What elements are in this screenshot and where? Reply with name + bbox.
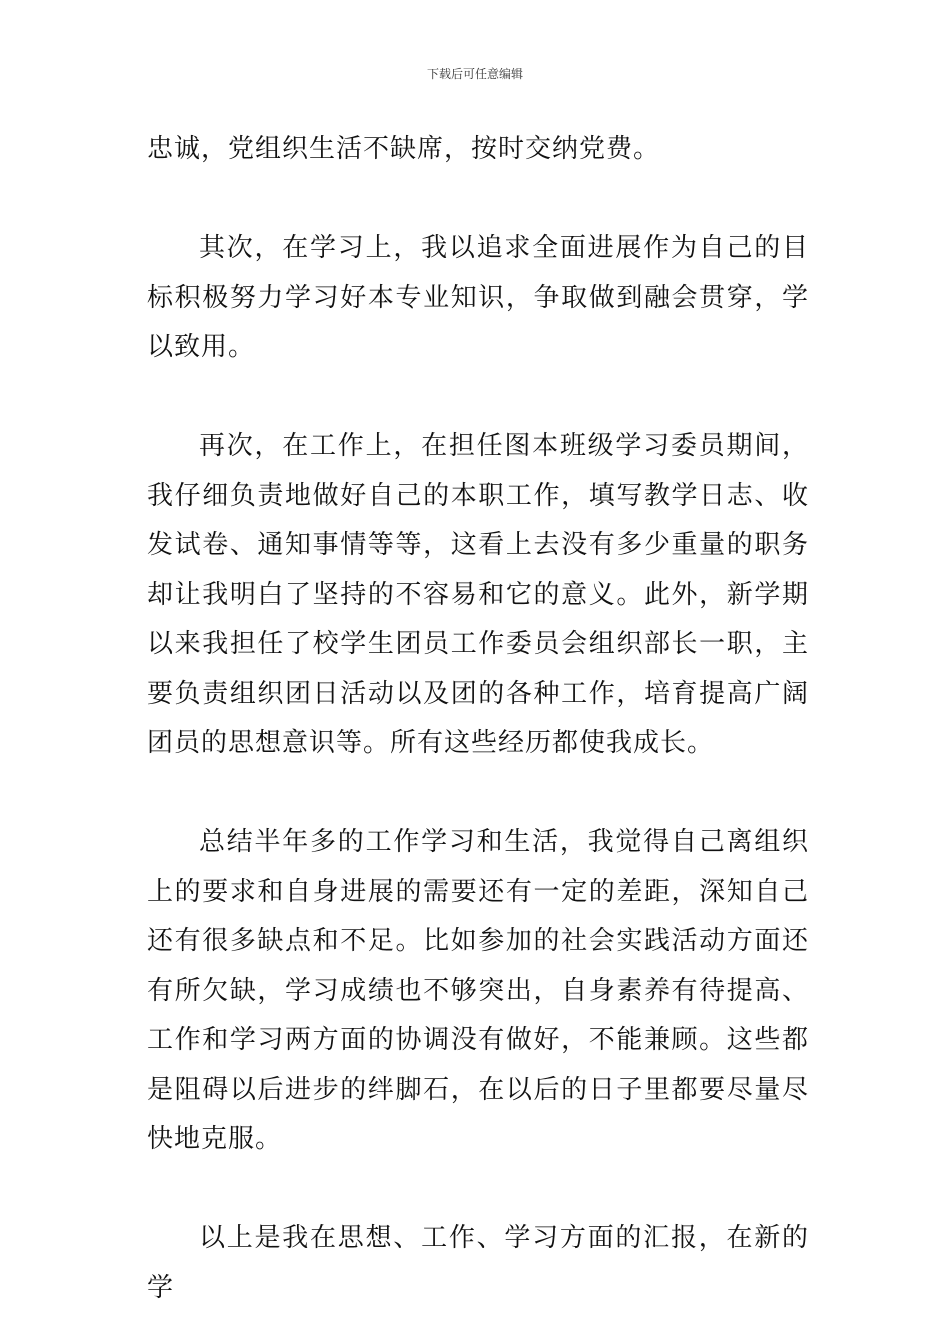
paragraph-continuation: 忠诚，党组织生活不缺席，按时交纳党费。 bbox=[147, 134, 661, 164]
paragraph-work: 再次，在工作上，在担任图本班级学习委员期间，我仔细负责地做好自己的本职工作，填写教学日志、收发试卷、通知事情等等，这看上去没有多少重量的职务却让我明白了坚持的不容易和它的意义。此外，新学期以来我担任了校学生团员工作委员会组织部长一职，主要负责组织团日活动以及团的各种工作，培育提高广阔团员的思想意识等。所有这些经历都使我成长。 bbox=[147, 431, 809, 758]
page-header-note: 下载后可任意编辑 bbox=[426, 67, 523, 81]
paragraph-summary: 总结半年多的工作学习和生活，我觉得自己离组织上的要求和自身进展的需要还有一定的差距，深知自己还有很多缺点和不足。比如参加的社会实践活动方面还有所欠缺，学习成绩也不够突出，自身素养有待提高、工作和学习两方面的协调没有做好，不能兼顾。这些都是阻碍以后进步的绊脚石，在以后的日子里都要尽量尽快地克服。 bbox=[147, 827, 809, 1154]
document-body bbox=[147, 125, 809, 1313]
paragraph-study: 其次，在学习上，我以追求全面进展作为自己的目标积极努力学习好本专业知识，争取做到融会贯穿，学以致用。 bbox=[147, 233, 809, 362]
paragraph-closing: 以上是我在思想、工作、学习方面的汇报，在新的学 bbox=[147, 1223, 809, 1303]
